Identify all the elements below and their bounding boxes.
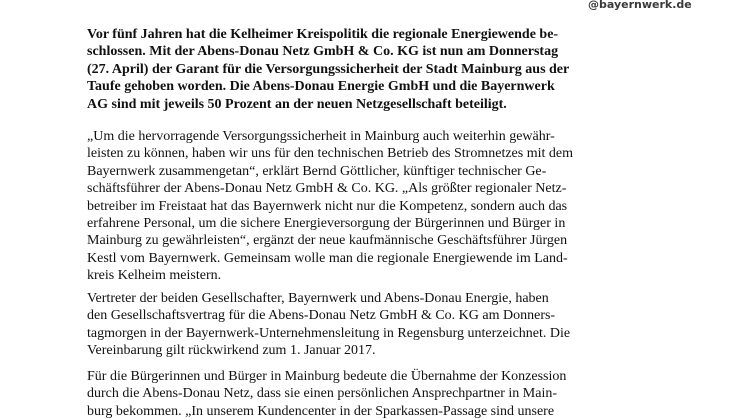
paragraph-quote-goettlicher	[87, 128, 573, 285]
paragraph-concession-customer-center	[87, 368, 566, 419]
text-line: Vor fünf Jahren hat die Kelheimer Kreispolitik die regionale Energiewende be-	[87, 27, 559, 42]
text-line: betreiber im Freistaat hat das Bayernwerk nicht nur die Kompetenz, sondern auch das	[87, 198, 568, 214]
text-line: AG sind mit jeweils 50 Prozent an der neuen Netzgesellschaft beteiligt.	[87, 96, 507, 112]
text-line: kreis Kelheim meistern.	[87, 268, 222, 284]
text-line: durch die Abens-Donau Netz, dass sie einen persönlichen Ansprechpartner in Main-	[87, 386, 558, 402]
email-domain-text: @bayernwerk.de	[588, 0, 692, 11]
text-line: den Gesellschaftsvertrag für die Abens-Donau Netz GmbH & Co. KG am Donners-	[87, 308, 556, 324]
text-line: Taufe gehoben worden. Die Abens-Donau Energie GmbH und die Bayernwerk	[87, 79, 555, 95]
text-line: Vertreter der beiden Gesellschafter, Bayernwerk und Abens-Donau Energie, haben	[87, 291, 549, 306]
text-line: tagmorgen in der Bayernwerk-Unternehmensleitung in Regensburg unterzeichnet. Die	[87, 325, 571, 341]
paragraph-contract-signing	[87, 290, 570, 360]
text-line: Bayernwerk zusammengetan“, erklärt Bernd Göttlicher, künftiger technischer Ge-	[87, 163, 547, 179]
text-line: burg bekommen. „In unserem Kundencenter in der Sparkassen-Passage sind unsere	[87, 403, 555, 419]
text-line: schäftsführer der Abens-Donau Netz GmbH & Co. KG. „Als größter regionaler Netz-	[87, 181, 567, 197]
text-line: Vereinbarung gilt rückwirkend zum 1. Januar 2017.	[87, 343, 376, 359]
text-line: leisten zu können, haben wir uns für den technischen Betrieb des Stromnetzes mit dem	[87, 146, 573, 162]
text-line: (27. April) der Garant für die Versorgungssicherheit der Stadt Mainburg aus der	[87, 61, 570, 77]
text-line: erfahrene Personal, um die sichere Energieversorgung der Bürgerinnen und Bürger in	[87, 216, 566, 232]
text-line: Für die Bürgerinnen und Bürger in Mainburg bedeute die Übernahme der Konzession	[87, 369, 567, 384]
paragraph-lead-bold	[87, 26, 569, 113]
text-line: Kestl vom Bayernwerk. Gemeinsam wolle man die regionale Energiewende im Land-	[87, 250, 568, 266]
text-line: schlossen. Mit der Abens-Donau Netz GmbH & Co. KG ist nun am Donnerstag	[87, 44, 559, 60]
text-line: Mainburg zu gewährleisten“, ergänzt der neue kaufmännische Geschäftsführer Jürgen	[87, 233, 568, 249]
text-line: „Um die hervorragende Versorgungssicherheit in Mainburg auch weiterhin gewähr-	[87, 129, 555, 144]
